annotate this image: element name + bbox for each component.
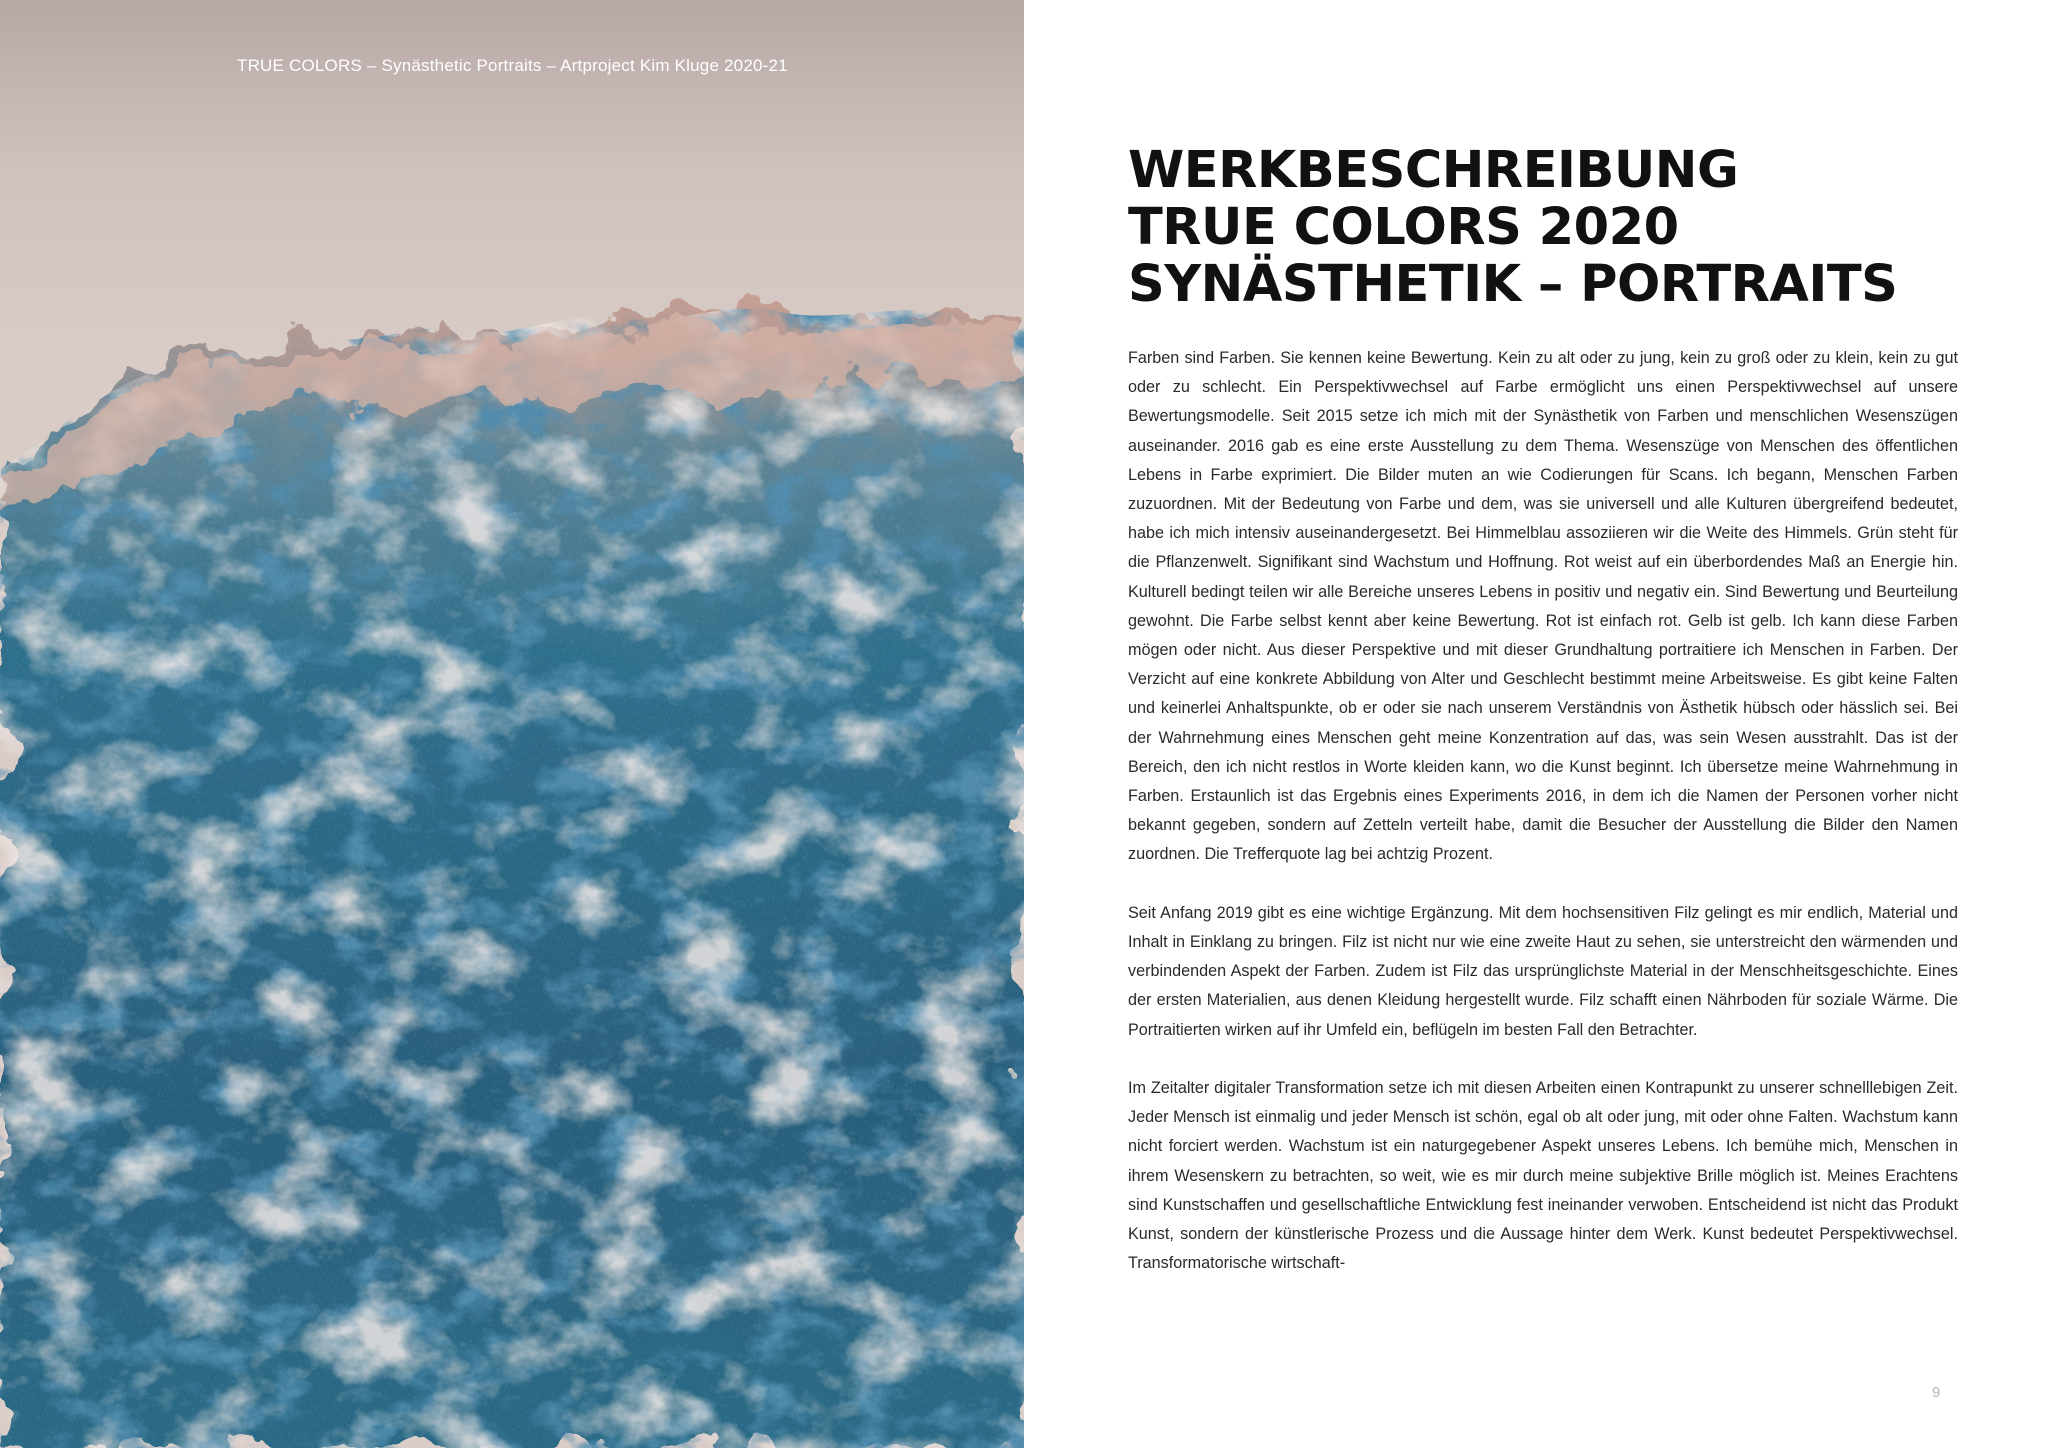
body-text <box>1128 344 1958 1308</box>
headline-line-1: WERKBESCHREIBUNG <box>1128 141 1739 200</box>
body-paragraph-3: Im Zeitalter digitaler Transformation setze ich mit diesen Arbeiten einen Kontrapunkt zu unserer schnelllebigen Zeit. Jeder Mensch ist einmalig und jeder Mensch ist schön, egal ob alt oder jung, mit oder ohne Falten. Wachstum kann nicht forciert werden. Wachstum ist ein naturgegebener Aspekt unseres Lebens. Ich bemühe mich, Menschen in ihrem Wesenskern zu betrachten, so weit, wie es mir durch meine subjektive Brille möglich ist. Meines Erachtens sind Kunstschaffen und gesellschaftliche Entwicklung fest ineinander verwoben. Entscheidend ist nicht das Produkt Kunst, sondern der künstlerische Prozess und die Aussage hinter dem Werk. Kunst bedeutet Perspektivwechsel. Transformatorische wirtschaft- <box>1128 1079 1958 1273</box>
page-number: 9 <box>1932 1384 1941 1401</box>
headline <box>1128 142 1897 313</box>
running-header: TRUE COLORS – Synästhetic Portraits – Artproject Kim Kluge 2020-21 <box>237 56 788 75</box>
headline-line-2: TRUE COLORS 2020 <box>1128 198 1679 257</box>
headline-line-3: SYNÄSTHETIK – PORTRAITS <box>1128 255 1898 314</box>
body-paragraph-2: Seit Anfang 2019 gibt es eine wichtige Ergänzung. Mit dem hochsensitiven Filz gelingt es mir endlich, Material und Inhalt in Einklang zu bringen. Filz ist nicht nur wie eine zweite Haut zu sehen, sie unterstreicht den wärmenden und verbindenden Aspekt der Farben. Zudem ist Filz das ursprünglichste Material in der Menschheitsgeschichte. Eines der ersten Materialien, aus denen Kleidung hergestellt wurde. Filz schafft einen Nährboden für soziale Wärme. Die Portraitierten wirken auf ihr Umfeld ein, beflügeln im besten Fall den Betrachter. <box>1128 903 1958 1039</box>
body-paragraph-1: Farben sind Farben. Sie kennen keine Bewertung. Kein zu alt oder zu jung, kein zu groß oder zu klein, kein zu gut oder zu schlecht. Ein Perspektivwechsel auf Farbe ermöglicht uns einen Perspektivwechsel auf unsere Bewertungsmodelle. Seit 2015 setze ich mich mit der Synästhetik von Farben und menschlichen Wesenszügen auseinander. 2016 gab es eine erste Ausstellung zu dem Thema. Wesenszüge von Menschen des öffentlichen Lebens in Farbe exprimiert. Die Bilder muten an wie Codierungen für Scans. Ich begann, Menschen Farben zuzuordnen. Mit der Bedeutung von Farbe und dem, was sie universell und alle Kulturen übergreifend bedeutet, habe ich mich intensiv auseinandergesetzt. Bei Himmelblau assoziieren wir die Weite des Himmels. Grün steht für die Pflanzenwelt. Signifikant sind Wachstum und Hoffnung. Rot weist auf ein überbordendes Maß an Energie hin. Kulturell bedingt teilen wir alle Bereiche unseres Lebens in positiv und negativ ein. Sind Bewertung und Beurteilung gewohnt. Die Farbe selbst kennt aber keine Bewertung. Rot ist einfach rot. Gelb ist gelb. Ich kann diese Farben mögen oder nicht. Aus dieser Perspektive und mit dieser Grundhaltung portraitiere ich Menschen in Farben. Der Verzicht auf eine konkrete Abbildung von Alter und Geschlecht bestimmt meine Arbeitsweise. Es gibt keine Falten und keinerlei Anhaltspunkte, ob er oder sie nach unserem Verständnis von Ästhetik hübsch oder hässlich sei. Bei der Wahrnehmung eines Menschen geht meine Konzentration auf das, was sein Wesen ausstrahlt. Das ist der Bereich, den ich nicht restlos in Worte kleiden kann, wo die Kunst beginnt. Ich übersetze meine Wahrnehmung in Farben. Erstaunlich ist das Ergebnis eines Experiments 2016, in dem ich die Namen der Personen vorher nicht bekannt gegeben, sondern auf Zetteln verteilt habe, damit die Besucher der Ausstellung die Bilder den Namen zuordnen. Die Trefferquote lag bei achtzig Prozent. <box>1128 349 1958 864</box>
right-page-text <box>1024 0 2048 1448</box>
